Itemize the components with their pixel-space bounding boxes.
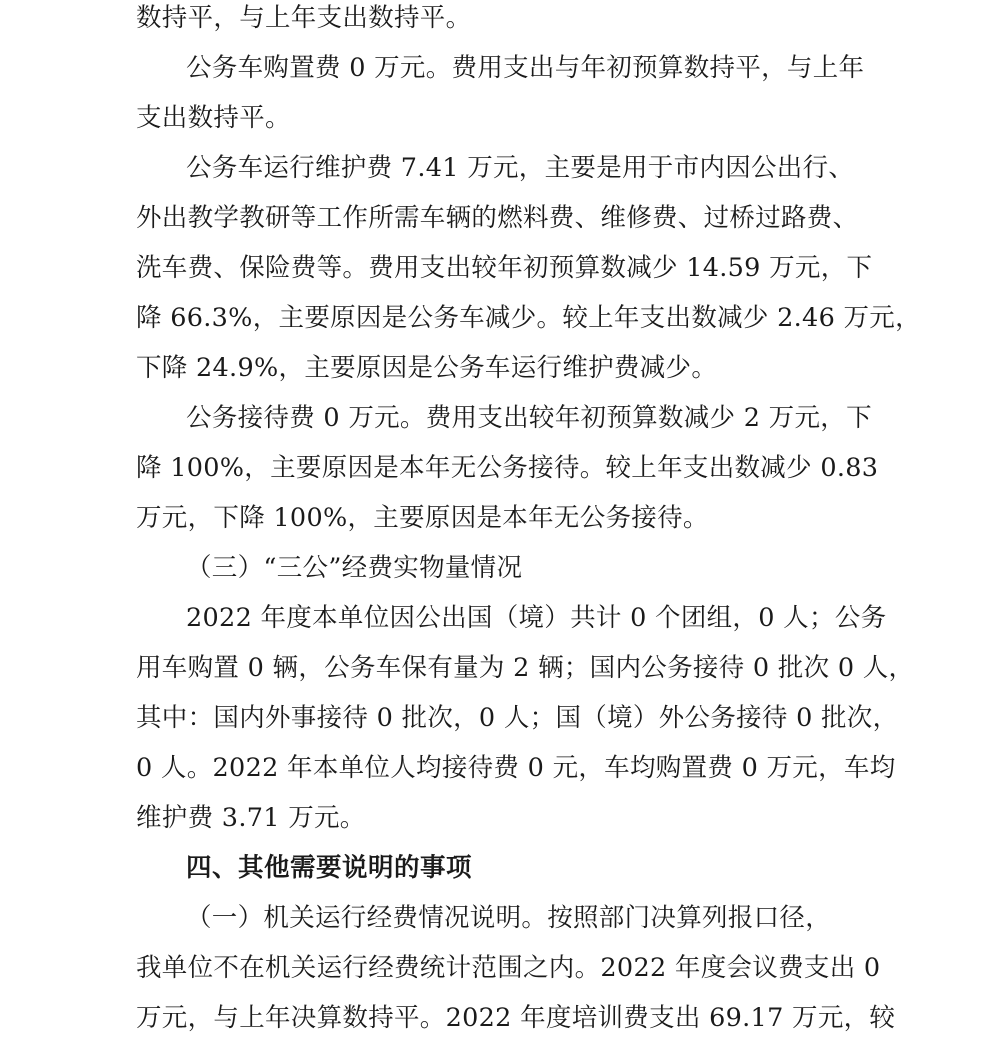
text-line: 我单位不在机关运行经费统计范围之内。2022 年度会议费支出 0 (136, 953, 881, 983)
text-line: 数持平，与上年支出数持平。 (136, 3, 472, 33)
text-line: 下降 24.9%，主要原因是公务车运行维护费减少。 (136, 353, 718, 383)
text-line: 洗车费、保险费等。费用支出较年初预算数减少 14.59 万元，下 (136, 253, 873, 283)
section-heading: 四、其他需要说明的事项 (186, 853, 473, 883)
paragraph-vehicle-maintenance: 公务车运行维护费 7.41 万元，主要是用于市内因公出行、 (186, 153, 855, 183)
text-line: 降 66.3%，主要原因是公务车减少。较上年支出数减少 2.46 万元， (136, 303, 921, 333)
text-line: 维护费 3.71 万元。 (136, 803, 366, 833)
paragraph-reception: 公务接待费 0 万元。费用支出较年初预算数减少 2 万元，下 (186, 403, 872, 433)
paragraph-vehicle-purchase: 公务车购置费 0 万元。费用支出与年初预算数持平，与上年 (186, 53, 865, 83)
text-line: 万元，与上年决算数持平。2022 年度培训费支出 69.17 万元，较 (136, 1003, 896, 1033)
text-line: 其中：国内外事接待 0 批次，0 人；国（境）外公务接待 0 批次， (136, 703, 899, 733)
paragraph-physical-quantity: 2022 年度本单位因公出国（境）共计 0 个团组，0 人；公务 (186, 603, 887, 633)
text-line: 0 人。2022 年本单位人均接待费 0 元，车均购置费 0 万元，车均 (136, 753, 896, 783)
text-line: 用车购置 0 辆，公务车保有量为 2 辆；国内公务接待 0 批次 0 人， (136, 653, 915, 683)
text-line: 降 100%，主要原因是本年无公务接待。较上年支出数减少 0.83 (136, 453, 879, 483)
text-line: 外出教学教研等工作所需车辆的燃料费、维修费、过桥过路费、 (136, 203, 859, 233)
text-line: 万元，下降 100%，主要原因是本年无公务接待。 (136, 503, 709, 533)
section-subheading: （三）“三公”经费实物量情况 (186, 553, 523, 583)
paragraph-operating-expenses: （一）机关运行经费情况说明。按照部门决算列报口径， (186, 903, 832, 933)
text-line: 支出数持平。 (136, 103, 291, 133)
